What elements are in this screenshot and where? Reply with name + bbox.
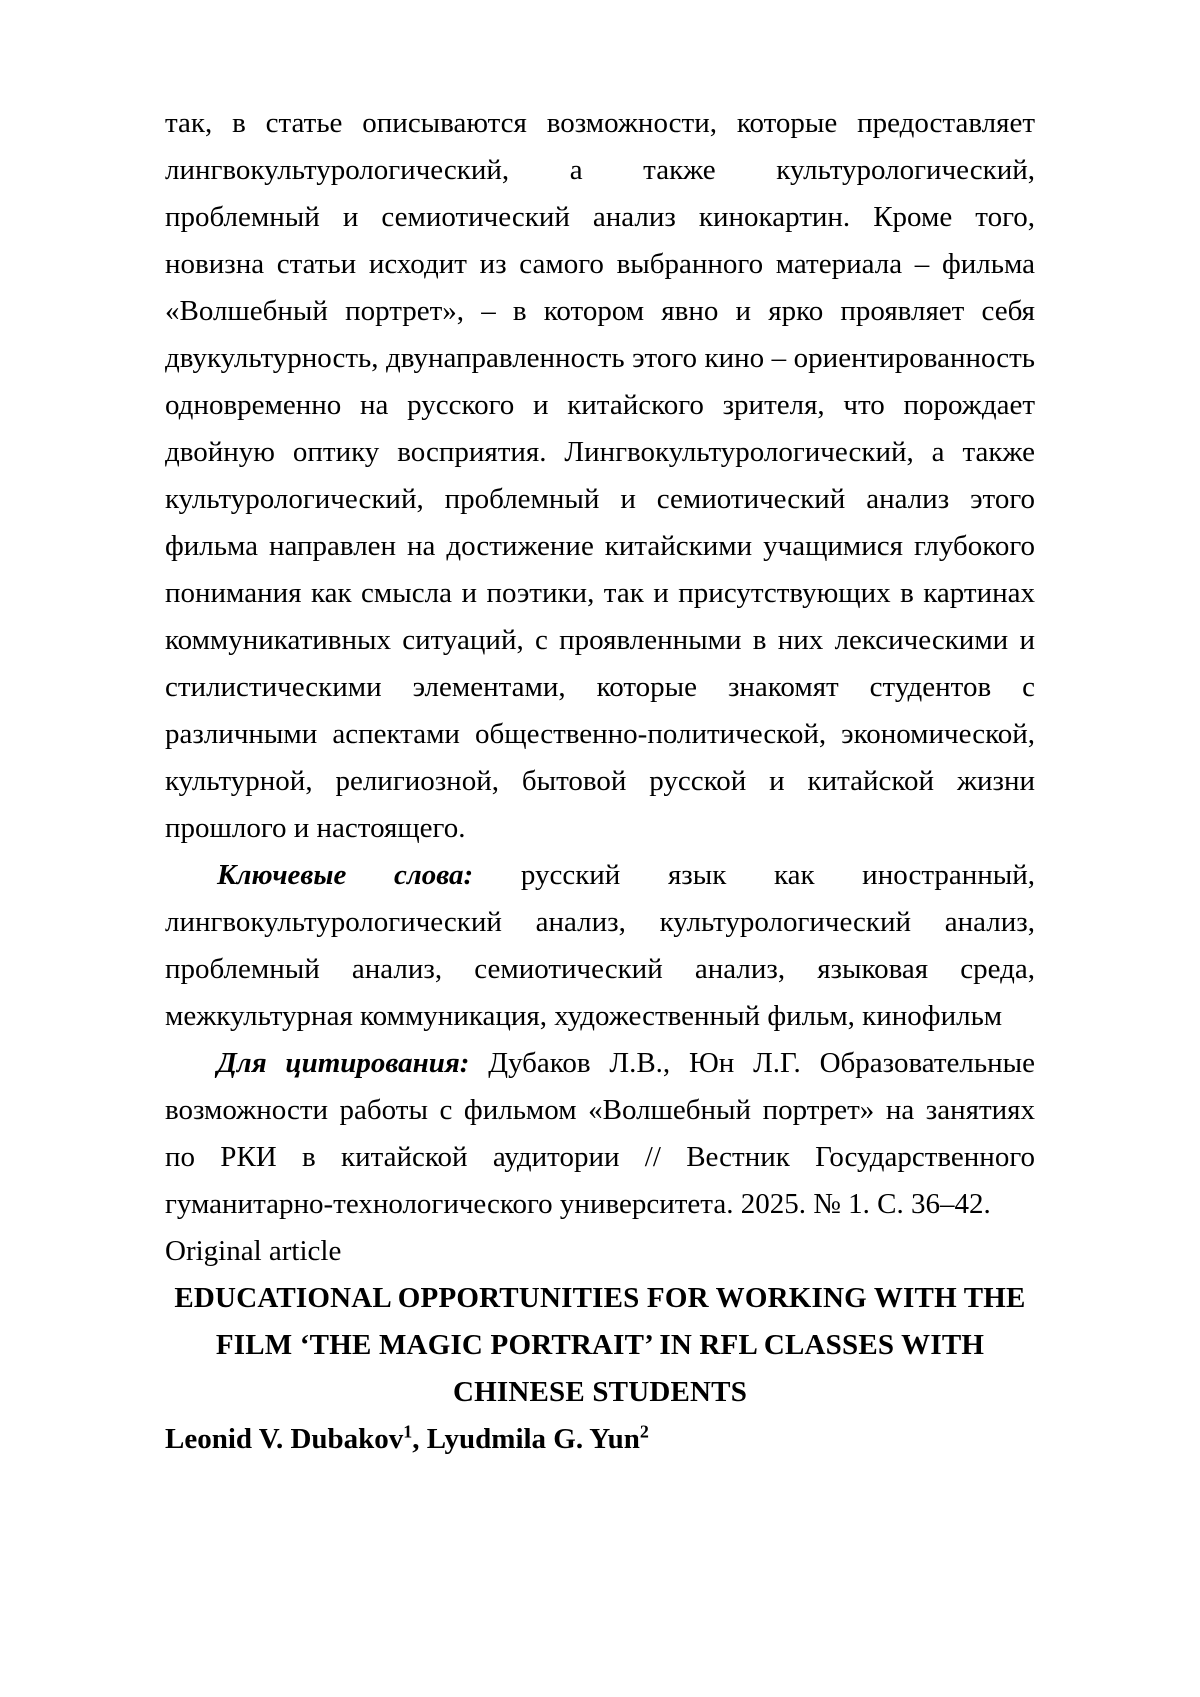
citation-text: Дубаков Л.В., Юн Л.Г. Образовательные возможности работы с фильмом «Волшебный портрет» на занятиях по РКИ в китайской аудитории // Вестник Государственного гуманитарно-технологического университета. 2025. № 1. С. 36–42. [165, 1047, 1035, 1220]
author-1-affiliation-superscript: 1 [403, 1421, 413, 1442]
citation-paragraph [165, 1040, 1035, 1228]
abstract-continuation-paragraph: так, в статье описываются возможности, которые предоставляет лингвокультурологический, а также культурологический, проблемный и семиотический анализ кинокартин. Кроме того, новизна статьи исходит из самого выбранного материала – фильма «Волшебный портрет», – в котором явно и ярко проявляет себя двукультурность, двунаправленность этого кино – ориентированность одновременно на русского и китайского зрителя, что порождает двойную оптику восприятия. Лингвокультурологический, а также культурологический, проблемный и семиотический анализ этого фильма направлен на достижение китайскими учащимися глубокого понимания как смысла и поэтики, так и присутствующих в картинах коммуникативных ситуаций, с проявленными в них лексическими и стилистическими элементами, которые знакомят студентов с различными аспектами общественно-политической, экономической, культурной, религиозной, бытовой русской и китайской жизни прошлого и настоящего. [165, 107, 1035, 844]
keywords-label: Ключевые слова: [217, 859, 474, 891]
keywords-paragraph [165, 852, 1035, 1040]
article-title-en: EDUCATIONAL OPPORTUNITIES FOR WORKING WITH THE FILM ‘THE MAGIC PORTRAIT’ IN RFL CLASSES WITH CHINESE STUDENTS [174, 1282, 1026, 1408]
author-name-2: Lyudmila G. Yun [426, 1423, 640, 1455]
authors-separator: , [412, 1423, 427, 1455]
authors-line [165, 1416, 1035, 1463]
article-type-label: Original article [165, 1235, 342, 1267]
author-name-1: Leonid V. Dubakov [165, 1423, 404, 1455]
citation-label: Для цитирования: [217, 1047, 470, 1079]
author-2-affiliation-superscript: 2 [639, 1421, 649, 1442]
keywords-text: русский язык как иностранный, лингвокультурологический анализ, культурологический анализ, проблемный анализ, семиотический анализ, языковая среда, межкультурная коммуникация, художественный фильм, кинофильм [165, 859, 1036, 1032]
